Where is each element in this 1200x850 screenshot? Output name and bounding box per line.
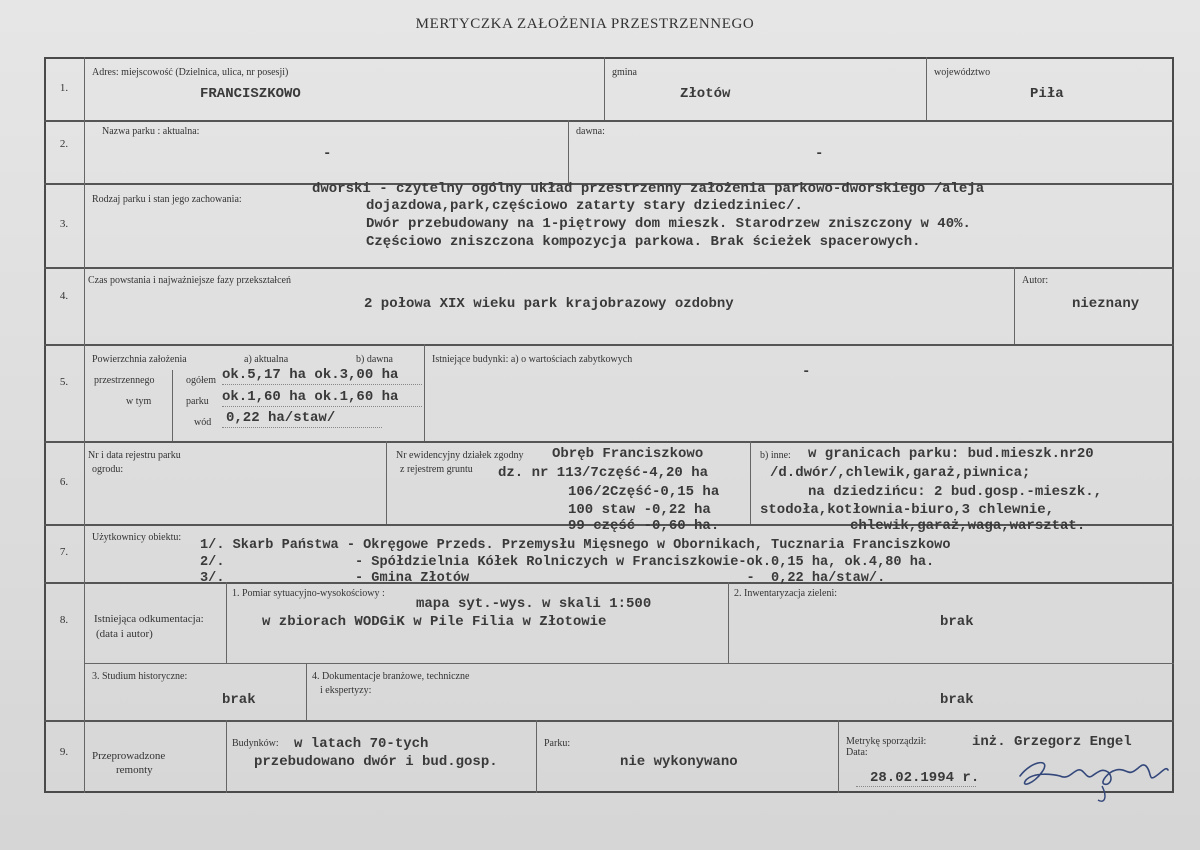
historical-study-label: 3. Studium historyczne: (92, 671, 188, 682)
form-frame (44, 57, 1174, 793)
park-type-line: Dwór przebudowany na 1-piętrowy dom mieszk. Starodrzew zniszczony w 40%. (366, 216, 971, 232)
area-park-value: ok.1,60 ha ok.1,60 ha (222, 389, 399, 405)
column-divider (536, 720, 537, 793)
buildings-renovation-line: w latach 70-tych (294, 736, 429, 752)
row-number: 2. (59, 138, 69, 150)
technical-docs-label-2: i ekspertyzy: (320, 685, 372, 696)
water-label: wód (194, 417, 212, 428)
park-renovation-label: Parku: (544, 738, 571, 749)
prepared-by-value: inż. Grzegorz Engel (972, 734, 1132, 750)
column-divider (84, 57, 85, 793)
row-number: 6. (59, 476, 69, 488)
column-divider (226, 720, 227, 793)
author-label: Autor: (1022, 275, 1049, 286)
plots-line: 99 część -0,60 ha. (568, 518, 720, 534)
prepared-by-label: Metrykę sporządził: (846, 736, 927, 747)
row-number: 4. (59, 290, 69, 302)
users-line: 3/. - Gmina Złotów - 0,22 ha/staw/. (200, 571, 886, 586)
date-label: Data: (846, 747, 868, 758)
address-value: FRANCISZKOWO (200, 86, 301, 102)
park-name-label: Nazwa parku : aktualna: (102, 126, 200, 137)
total-label: ogółem (186, 375, 216, 386)
row-divider (84, 663, 1174, 664)
row-divider (44, 720, 1174, 722)
voivodeship-label: województwo (934, 67, 991, 78)
other-buildings-line: chlewik,garaż,waga,warsztat. (850, 518, 1086, 534)
date-value: 28.02.1994 r. (870, 770, 980, 786)
voivodeship-value: Piła (1030, 86, 1064, 102)
users-line: 2/. - Spółdzielnia Kółek Rolniczych w Franciszkowie-ok.0,15 ha, ok.4,80 ha. (200, 555, 935, 570)
plots-line: Obręb Franciszkowo (552, 446, 704, 462)
renovations-label-2: remonty (116, 764, 153, 776)
dotted-line (856, 786, 976, 787)
dotted-line (222, 406, 422, 407)
renovations-label: Przeprowadzone (92, 750, 166, 762)
other-buildings-label: b) inne: (760, 450, 791, 461)
register-label: Nr i data rejestru parku (88, 450, 181, 461)
technical-docs-value: brak (940, 692, 974, 708)
row-divider (44, 120, 1174, 122)
history-label: Czas powstania i najważniejsze fazy przekształceń (88, 275, 291, 286)
column-divider (568, 120, 569, 183)
users-label: Użytkownicy obiektu: (92, 532, 182, 543)
plots-line: 106/2Część-0,15 ha (568, 484, 720, 500)
gmina-value: Złotów (680, 86, 731, 102)
column-divider (424, 344, 425, 441)
document-title: MERTYCZKA ZAŁOŻENIA PRZESTRZENNEGO (415, 16, 755, 32)
greenery-inventory-label: 2. Inwentaryzacja zieleni: (734, 588, 837, 599)
gmina-label: gmina (612, 67, 637, 78)
former-column-label: b) dawna (356, 354, 393, 365)
row-number: 9. (59, 746, 69, 758)
other-buildings-line: /d.dwór/,chlewik,garaż,piwnica; (770, 465, 1031, 481)
row-number: 7. (59, 546, 69, 558)
column-divider (926, 57, 927, 120)
plots-label-2: z rejestrem gruntu (400, 464, 473, 475)
register-label-2: ogrodu: (92, 464, 124, 475)
park-renovation-value: nie wykonywano (620, 754, 738, 770)
other-buildings-line: w granicach parku: bud.mieszk.nr20 (808, 446, 1094, 462)
row-divider (44, 267, 1174, 269)
area-label: Powierzchnia założenia (92, 354, 187, 365)
documentation-label-2: (data i autor) (96, 628, 153, 640)
row-divider (44, 441, 1174, 443)
survey-label: 1. Pomiar sytuacyjno-wysokościowy : (232, 588, 385, 599)
survey-line: w zbiorach WODGiK w Pile Filia w Złotowie (262, 614, 607, 630)
column-divider (750, 441, 751, 524)
buildings-label: Istniejące budynki: a) o wartościach zabytkowych (432, 354, 633, 365)
survey-line: mapa syt.-wys. w skali 1:500 (416, 596, 652, 612)
area-label-2: przestrzennego (94, 375, 155, 386)
documentation-label: Istniejąca odkumentacja: (94, 613, 204, 625)
plots-line: dz. nr 113/7część-4,20 ha (498, 465, 709, 481)
former-name-label: dawna: (576, 126, 605, 137)
column-divider (1014, 267, 1015, 344)
column-divider (728, 582, 729, 663)
technical-docs-label: 4. Dokumentacje branżowe, techniczne (312, 671, 470, 682)
in-that-label: w tym (126, 396, 152, 407)
dotted-line (222, 427, 382, 428)
row-number: 1. (59, 82, 69, 94)
area-water-value: 0,22 ha/staw/ (226, 410, 336, 426)
column-divider (604, 57, 605, 120)
park-type-line: dworski - czytelny ogólny układ przestrzenny założenia parkowo-dworskiego /aleja (312, 181, 985, 197)
column-divider (172, 370, 173, 441)
column-divider (838, 720, 839, 793)
park-name-value: - (323, 146, 332, 162)
column-divider (226, 582, 227, 663)
former-name-value: - (815, 146, 824, 162)
buildings-renovation-line: przebudowano dwór i bud.gosp. (254, 754, 498, 770)
park-label: parku (186, 396, 209, 407)
column-divider (306, 663, 307, 720)
other-buildings-line: na dziedzińcu: 2 bud.gosp.-mieszk., (808, 484, 1103, 500)
dotted-line (222, 384, 422, 385)
area-total-value: ok.5,17 ha ok.3,00 ha (222, 367, 399, 383)
column-divider (386, 441, 387, 524)
address-label: Adres: miejscowość (Dzielnica, ulica, nr posesji) (92, 67, 289, 78)
row-divider (44, 344, 1174, 346)
park-type-line: dojazdowa,park,częściowo zatarty stary dziedziniec/. (366, 198, 803, 214)
buildings-renovation-label: Budynków: (232, 738, 279, 749)
park-type-label: Rodzaj parku i stan jego zachowania: (92, 194, 242, 205)
buildings-value: - (802, 364, 811, 380)
historical-study-value: brak (222, 692, 256, 708)
author-value: nieznany (1072, 296, 1140, 312)
row-number: 3. (59, 218, 69, 230)
current-column-label: a) aktualna (244, 354, 289, 365)
greenery-inventory-value: brak (940, 614, 974, 630)
row-number: 5. (59, 376, 69, 388)
users-line: 1/. Skarb Państwa - Okręgowe Przeds. Przemysłu Mięsnego w Obornikach, Tucznaria Franciszkowo (200, 538, 951, 553)
row-number: 8. (59, 614, 69, 626)
signature-mark (1012, 754, 1172, 806)
other-buildings-line: stodoła,kotłownia-biuro,3 chlewnie, (760, 502, 1055, 518)
history-value: 2 połowa XIX wieku park krajobrazowy ozdobny (364, 296, 734, 312)
plots-label: Nr ewidencyjny działek zgodny (396, 450, 524, 461)
park-type-line: Częściowo zniszczona kompozycja parkowa. Brak ścieżek spacerowych. (366, 234, 921, 250)
plots-line: 100 staw -0,22 ha (568, 502, 711, 518)
